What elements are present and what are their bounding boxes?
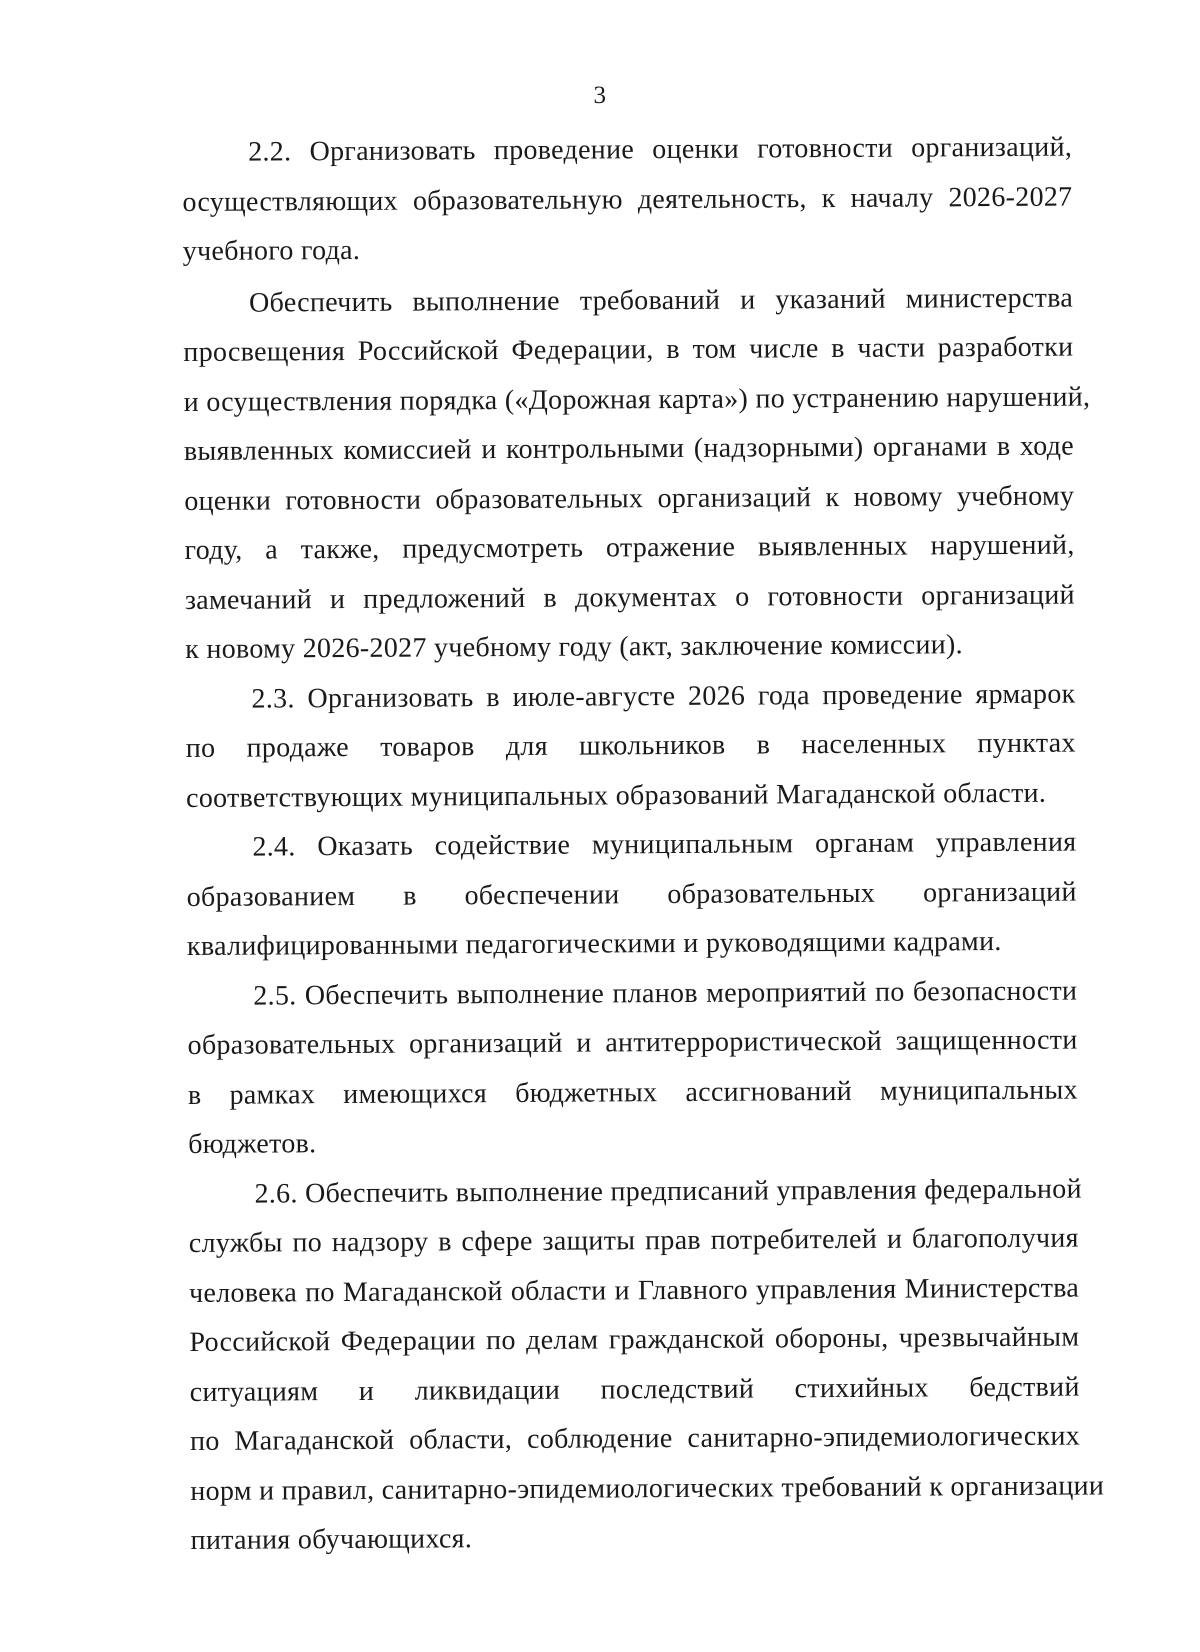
text-line: Обеспечить выполнение требований и указаний министерства [248,282,1074,319]
text-line: 2.3. Организовать в июле-августе 2026 года проведение ярмарок [251,678,1076,715]
text-line: питания обучающихся. [190,1523,473,1556]
text-line: и осуществления порядка («Дорожная карта») по устранению нарушений, [183,380,1091,418]
paragraph-2-3 [185,669,1076,823]
paragraph-2-4 [186,818,1077,972]
text-line: выявленных комиссией и контрольными (надзорными) органами в ходе [183,430,1075,467]
text-line: по Магаданской области, соблюдение санитарно-эпидемиологических [189,1420,1081,1457]
text-line: службы по надзору в сфере защиты прав потребителей и благополучия [188,1222,1079,1259]
text-line: Российской Федерации по делам гражданской обороны, чрезвычайным [189,1321,1080,1358]
text-line: учебного года. [182,234,361,267]
paragraph-2-6 [188,1164,1105,1565]
paragraph-2-5 [187,966,1078,1169]
paragraph-2-2 [182,123,1073,277]
text-line: соответствующих муниципальных образований Магаданской области. [185,777,1047,814]
text-line: 2.6. Обеспечить выполнение предписаний управления федеральной [254,1173,1082,1210]
text-line: квалифицированными педагогическими и руководящими кадрами. [186,926,1002,962]
text-line: образовательных организаций и антитеррористической защищенности [187,1024,1078,1061]
text-line: году, а также, предусмотреть отражение выявленных нарушений, [184,529,1075,566]
text-line: замечаний и предложений в документах о готовности организаций [184,579,1075,616]
text-line: 2.2. Организовать проведение оценки готовности организаций, [248,131,1073,168]
page-number: 3 [593,82,607,109]
text-line: человека по Магаданской области и Главного управления Министерства [189,1272,1080,1309]
text-line: норм и правил, санитарно-эпидемиологических требований к организации [190,1469,1105,1507]
text-line: ситуациям и ликвидации последствий стихийных бедствий [189,1371,1080,1408]
text-line: оценки готовности образовательных организаций к новому учебному [184,480,1075,517]
paragraph-road-map [183,273,1091,674]
text-line: просвещения Российской Федерации, в том числе в части разработки [183,331,1074,368]
text-line: осуществляющих образовательную деятельность, к началу 2026-2027 [182,181,1073,218]
text-line: в рамках имеющихся бюджетных ассигнований муниципальных [187,1074,1078,1111]
text-line: бюджетов. [188,1128,317,1160]
text-line: образованием в обеспечении образовательных организаций [186,876,1077,913]
text-line: к новому 2026-2027 учебному году (акт, заключение комиссии). [185,629,963,665]
document-body [182,123,1105,1566]
text-line: 2.4. Оказать содействие муниципальным органам управления [252,826,1077,863]
text-line: 2.5. Обеспечить выполнение планов мероприятий по безопасности [253,975,1078,1012]
text-line: по продаже товаров для школьников в населенных пунктах [185,727,1076,764]
